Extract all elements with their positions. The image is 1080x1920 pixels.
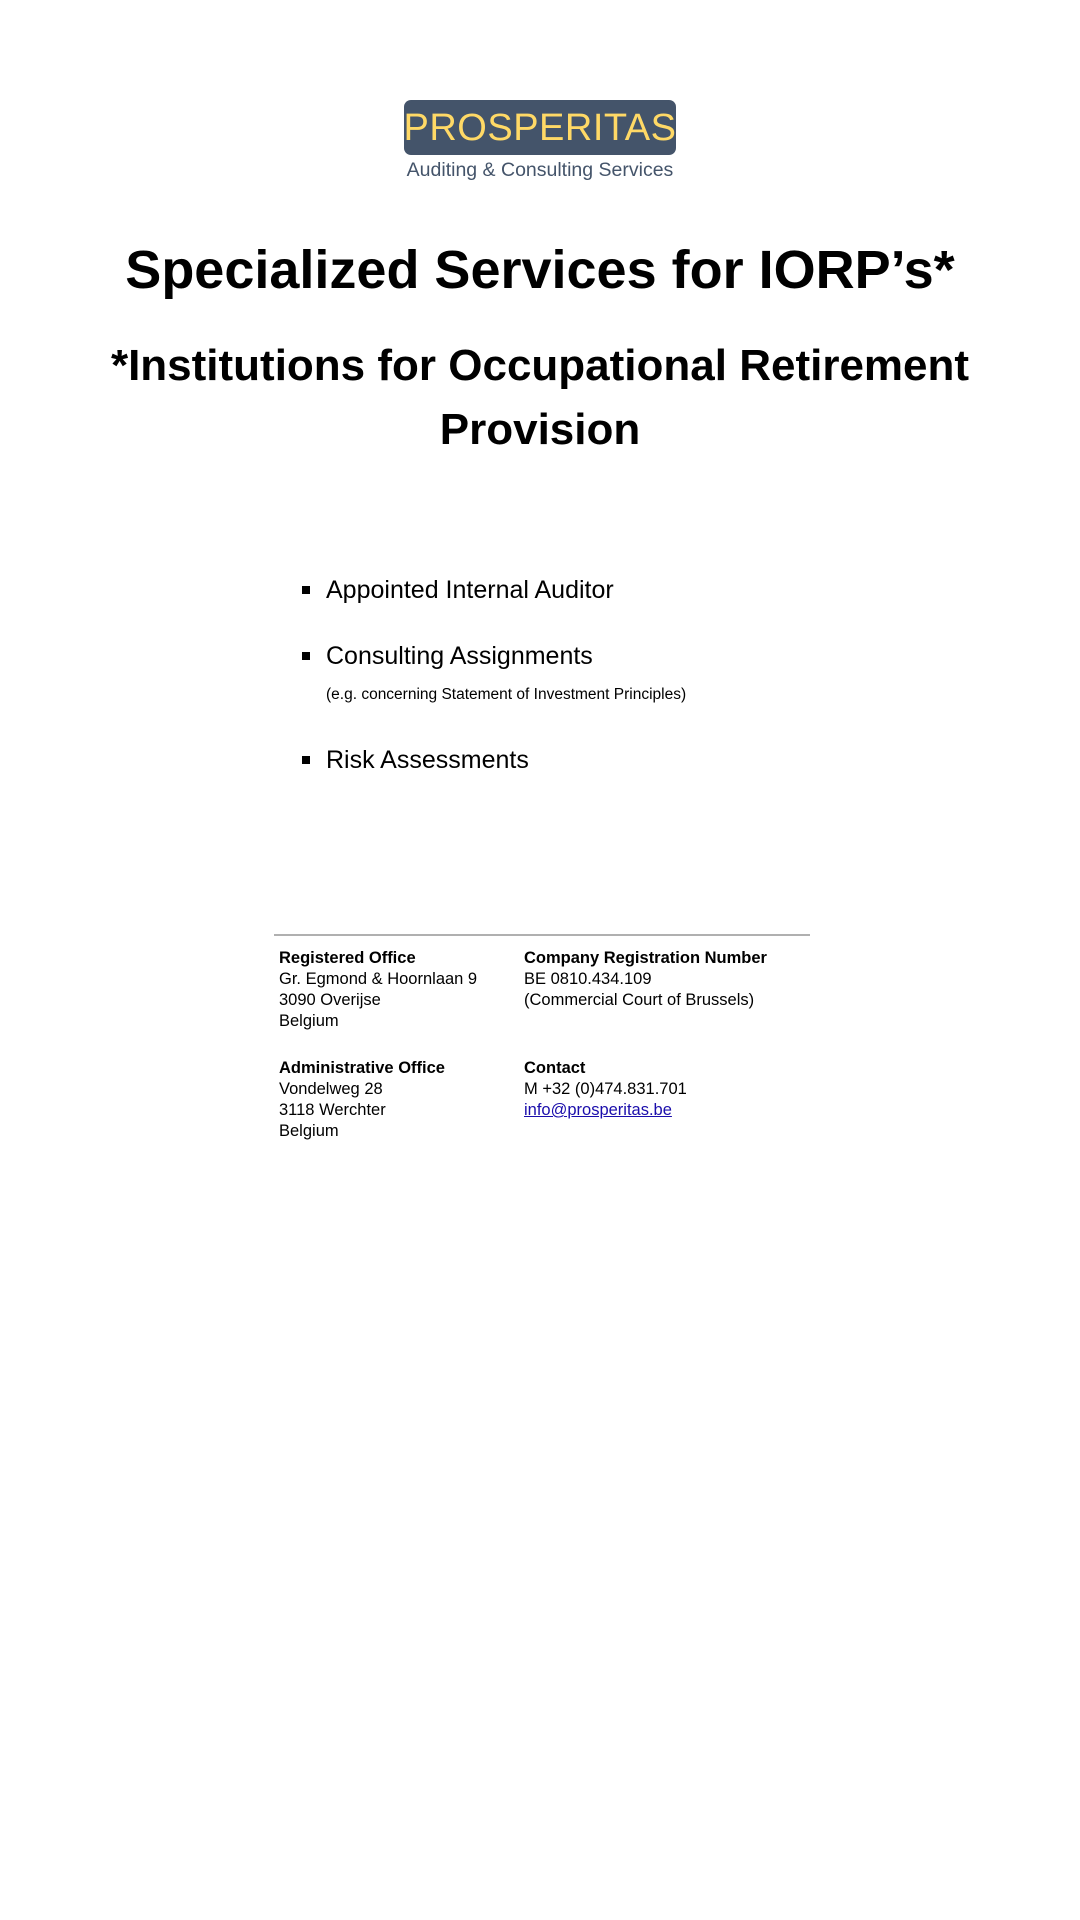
company-registration-heading: Company Registration Number <box>524 949 767 967</box>
service-item <box>302 570 686 610</box>
logo-name: PROSPERITAS <box>403 106 677 149</box>
company-registration-court: (Commercial Court of Brussels) <box>524 991 755 1009</box>
company-registration-block <box>524 948 767 1011</box>
logo-tagline: Auditing & Consulting Services <box>406 159 674 181</box>
company-logo <box>404 100 676 182</box>
registered-office-street: Gr. Egmond & Hoornlaan 9 <box>279 970 478 988</box>
page-subtitle: *Institutions for Occupational Retirement Provision <box>110 341 970 454</box>
service-label: Consulting Assignments <box>326 642 593 670</box>
registered-office-heading: Registered Office <box>279 949 416 967</box>
registered-office-country: Belgium <box>279 1012 339 1030</box>
contact-email-link[interactable]: info@prosperitas.be <box>524 1101 672 1119</box>
contact-block <box>524 1058 687 1121</box>
service-label: Appointed Internal Auditor <box>326 576 614 604</box>
administrative-office-country: Belgium <box>279 1122 339 1140</box>
square-bullet-icon <box>302 756 310 764</box>
company-registration-number: BE 0810.434.109 <box>524 970 652 988</box>
administrative-office-block <box>279 1058 445 1142</box>
logo-badge <box>404 100 676 155</box>
service-item <box>302 740 686 780</box>
service-note: (e.g. concerning Statement of Investment Principles) <box>326 686 687 703</box>
registered-office-block <box>279 948 477 1032</box>
registered-office-city: 3090 Overijse <box>279 991 381 1009</box>
contact-heading: Contact <box>524 1059 586 1077</box>
administrative-office-city: 3118 Werchter <box>279 1101 386 1119</box>
contact-phone: M +32 (0)474.831.701 <box>524 1080 687 1098</box>
footer-divider <box>274 934 810 936</box>
page-title: Specialized Services for IORP’s* <box>125 240 955 300</box>
administrative-office-heading: Administrative Office <box>279 1059 445 1077</box>
administrative-office-street: Vondelweg 28 <box>279 1080 383 1098</box>
square-bullet-icon <box>302 652 310 660</box>
square-bullet-icon <box>302 586 310 594</box>
services-list <box>302 570 686 780</box>
service-item <box>302 636 686 706</box>
service-label: Risk Assessments <box>326 746 529 774</box>
